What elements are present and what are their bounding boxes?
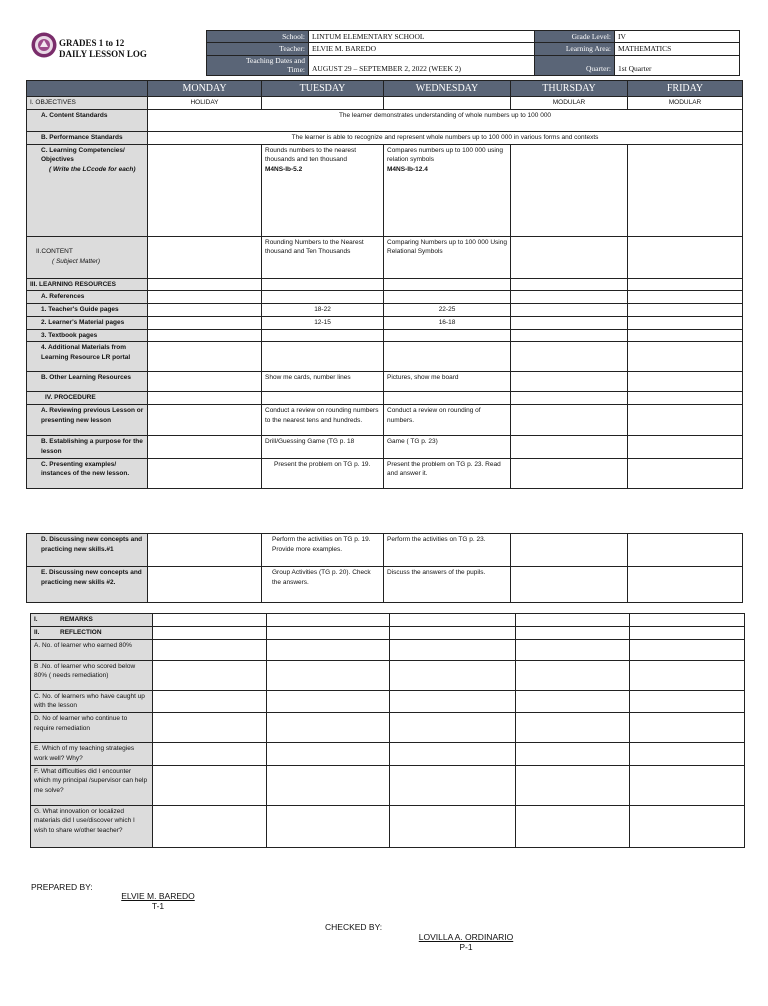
empty-cell (628, 342, 743, 372)
monday-content-cell (148, 236, 262, 278)
empty-cell (390, 765, 516, 805)
additional-materials-label: 4. Additional Materials from Learning Resource LR portal (27, 342, 148, 372)
empty-cell (267, 660, 390, 690)
empty-cell (390, 743, 516, 766)
empty-cell (390, 690, 516, 713)
empty-cell (628, 405, 743, 436)
remarks-label (31, 614, 153, 627)
reflection-item-d: D. No of learner who continue to require remediation (31, 713, 153, 743)
school-label: School: (207, 31, 309, 43)
monday-holiday: HOLIDAY (148, 97, 262, 110)
wednesday-competency-text: Compares numbers up to 100 000 using relation symbols (387, 146, 503, 164)
empty-cell (153, 805, 267, 847)
empty-cell (148, 342, 262, 372)
empty-cell (516, 626, 630, 639)
wednesday-lc-code: M4NS-Ib-12.4 (387, 166, 428, 173)
grade-level-label: Grade Level: (535, 31, 615, 43)
empty-cell (384, 329, 511, 342)
empty-cell (267, 690, 390, 713)
title-line-1: GRADES 1 to 12 (59, 38, 125, 48)
remarks-number: I. (34, 616, 38, 623)
empty-cell (148, 458, 262, 488)
discussing-concepts-2-label: E. Discussing new concepts and practicing new skills #2. (27, 567, 148, 603)
empty-cell (390, 614, 516, 627)
teachers-guide-label: 1. Teacher's Guide pages (27, 304, 148, 317)
empty-cell (630, 743, 745, 766)
empty-cell (148, 316, 262, 329)
content-note: ( Subject Matter) (52, 258, 101, 265)
quarter-value: 1st Quarter (615, 55, 740, 75)
empty-cell (148, 278, 262, 291)
empty-cell (267, 614, 390, 627)
empty-cell (384, 342, 511, 372)
learning-area-label: Learning Area: (535, 43, 615, 55)
empty-cell (153, 639, 267, 660)
wednesday-discussing-1: Perform the activities on TG p. 23. (384, 534, 511, 567)
friday-competency-cell (628, 144, 743, 236)
content-standards-value: The learner demonstrates understanding of whole numbers up to 100 000 (148, 109, 743, 131)
teacher-value: ELVIE M. BAREDO (309, 43, 535, 55)
empty-cell (511, 342, 628, 372)
empty-cell (390, 639, 516, 660)
wednesday-competency-cell (384, 144, 511, 236)
textbook-label: 3. Textbook pages (27, 329, 148, 342)
empty-cell (516, 660, 630, 690)
tuesday-lm-pages: 12-15 (262, 316, 384, 329)
empty-cell (153, 690, 267, 713)
empty-cell (630, 639, 745, 660)
empty-cell (511, 329, 628, 342)
performance-standards-value: The learner is able to recognize and represent whole numbers up to 100 000 in various forms and contexts (148, 131, 743, 144)
tuesday-tg-pages: 18-22 (262, 304, 384, 317)
empty-cell (511, 436, 628, 459)
tuesday-content: Rounding Numbers to the Nearest thousand and Ten Thousands (262, 236, 384, 278)
reflection-number: II. (34, 628, 40, 636)
empty-cell (511, 372, 628, 392)
empty-cell (511, 278, 628, 291)
empty-cell (148, 405, 262, 436)
empty-cell (511, 405, 628, 436)
empty-cell (262, 291, 384, 304)
deped-seal-logo (31, 32, 57, 58)
empty-cell (516, 805, 630, 847)
header-info-table (206, 30, 740, 76)
competencies-label: C. Learning Competencies/ Objectives (41, 146, 125, 164)
empty-cell (267, 713, 390, 743)
tuesday-other-resources: Show me cards, number lines (262, 372, 384, 392)
empty-cell (628, 372, 743, 392)
tuesday-lc-code: M4NS-Ib-5.2 (265, 166, 303, 173)
empty-cell (153, 660, 267, 690)
empty-cell (630, 713, 745, 743)
lesson-log-table (26, 80, 743, 489)
empty-cell (148, 372, 262, 392)
tuesday-purpose: Drill/Guessing Game (TG p. 18 (262, 436, 384, 459)
empty-cell (630, 614, 745, 627)
checked-by-label: CHECKED BY: (325, 922, 383, 932)
empty-cell (267, 765, 390, 805)
reflection-table (30, 613, 745, 848)
wednesday-purpose: Game ( TG p. 23) (384, 436, 511, 459)
day-header-wednesday: WEDNESDAY (384, 81, 511, 97)
reflection-text: REFLECTION (60, 628, 102, 636)
empty-cell (516, 743, 630, 766)
empty-cell (267, 743, 390, 766)
empty-cell (390, 660, 516, 690)
reflection-item-b: B .No. of learner who scored below 80% ( needs remediation) (31, 660, 153, 690)
empty-cell (262, 392, 384, 405)
tuesday-discussing-1: Perform the activities on TG p. 19. Provide more examples. (262, 534, 384, 567)
references-label: A. References (27, 291, 148, 304)
empty-cell (628, 329, 743, 342)
reflection-label (31, 626, 153, 639)
wednesday-other-resources: Pictures, show me board (384, 372, 511, 392)
empty-cell (628, 291, 743, 304)
tuesday-competency-text: Rounds numbers to the nearest thousands and ten thousand (265, 146, 357, 164)
content-label-cell (27, 236, 148, 278)
empty-cell (384, 392, 511, 405)
reflection-item-g: G. What innovation or localized materials did I use/discover which I wish to share w/other teacher? (31, 805, 153, 847)
empty-cell (148, 304, 262, 317)
empty-cell (628, 278, 743, 291)
tuesday-discussing-2: Group Activities (TG p. 20). Check the answers. (262, 567, 384, 603)
friday-modular: MODULAR (628, 97, 743, 110)
checker-title: P-1 (459, 941, 473, 952)
content-standards-label: A. Content Standards (27, 109, 148, 131)
empty-cell (153, 713, 267, 743)
empty-cell (628, 316, 743, 329)
empty-cell (516, 639, 630, 660)
title-line-2: DAILY LESSON LOG (59, 49, 147, 60)
document-title (59, 38, 147, 61)
prepared-by-label: PREPARED BY: (31, 882, 93, 892)
reflection-item-f: F. What difficulties did I encounter which my principal /supervisor can help me solve? (31, 765, 153, 805)
tuesday-objectives-cell (262, 97, 384, 110)
empty-cell (511, 392, 628, 405)
reflection-item-a: A. No. of learner who earned 80% (31, 639, 153, 660)
empty-cell (384, 278, 511, 291)
empty-cell (148, 534, 262, 567)
wednesday-discussing-2: Discuss the answers of the pupils. (384, 567, 511, 603)
empty-cell (148, 291, 262, 304)
presenting-examples-label: C. Presenting examples/ instances of the new lesson. (27, 458, 148, 488)
thursday-modular: MODULAR (511, 97, 628, 110)
empty-cell (384, 291, 511, 304)
empty-cell (628, 392, 743, 405)
wednesday-presenting: Present the problem on TG p. 23. Read and answer it. (384, 458, 511, 488)
empty-cell (267, 626, 390, 639)
empty-cell (267, 805, 390, 847)
wednesday-tg-pages: 22-25 (384, 304, 511, 317)
empty-cell (390, 713, 516, 743)
monday-competency-cell (148, 144, 262, 236)
empty-cell (153, 765, 267, 805)
empty-cell (516, 713, 630, 743)
empty-cell (148, 567, 262, 603)
thursday-competency-cell (511, 144, 628, 236)
discussing-concepts-1-label: D. Discussing new concepts and practicing new skills.#1 (27, 534, 148, 567)
objectives-label: I. OBJECTIVES (27, 97, 148, 110)
preparer-name: ELVIE M. BAREDO (121, 891, 195, 901)
quarter-label: Quarter: (535, 55, 615, 75)
empty-cell (516, 765, 630, 805)
reviewing-lesson-label: A. Reviewing previous Lesson or presenting new lesson (27, 405, 148, 436)
checker-name: LOVILLA A. ORDINARIO (418, 932, 514, 942)
friday-content-cell (628, 236, 743, 278)
learning-area-value: MATHEMATICS (615, 43, 740, 55)
empty-cell (511, 534, 628, 567)
empty-cell (511, 316, 628, 329)
wednesday-content: Comparing Numbers up to 100 000 Using Relational Symbols (384, 236, 511, 278)
wednesday-lm-pages: 16-18 (384, 316, 511, 329)
empty-cell (628, 436, 743, 459)
preparer-title: T-1 (151, 900, 165, 911)
empty-cell (630, 660, 745, 690)
empty-cell (511, 458, 628, 488)
empty-cell (630, 765, 745, 805)
empty-cell (628, 304, 743, 317)
empty-cell (148, 329, 262, 342)
preparer-block (110, 892, 206, 912)
wednesday-objectives-cell (384, 97, 511, 110)
day-header-tuesday: TUESDAY (262, 81, 384, 97)
empty-cell (262, 278, 384, 291)
empty-cell (628, 567, 743, 603)
day-header-monday: MONDAY (148, 81, 262, 97)
tuesday-competency-cell (262, 144, 384, 236)
checker-block (404, 933, 528, 953)
teacher-label: Teacher: (207, 43, 309, 55)
teaching-dates-label-line1: Teaching Dates and (245, 56, 305, 65)
teaching-dates-label (207, 55, 309, 75)
empty-cell (511, 304, 628, 317)
remarks-text: REMARKS (60, 616, 93, 623)
empty-cell (153, 743, 267, 766)
empty-cell (153, 614, 267, 627)
reflection-item-e: E. Which of my teaching strategies work well? Why? (31, 743, 153, 766)
empty-cell (628, 534, 743, 567)
lesson-log-continuation-table (26, 533, 743, 603)
learners-material-label: 2. Learner's Material pages (27, 316, 148, 329)
corner-cell (27, 81, 148, 97)
competencies-label-cell (27, 144, 148, 236)
empty-cell (390, 626, 516, 639)
empty-cell (630, 805, 745, 847)
competencies-note: ( Write the LCcode for each) (49, 166, 136, 173)
empty-cell (262, 342, 384, 372)
school-value: LINTUM ELEMENTARY SCHOOL (309, 31, 535, 43)
empty-cell (516, 690, 630, 713)
empty-cell (630, 690, 745, 713)
tuesday-review: Conduct a review on rounding numbers to the nearest tens and hundreds. (262, 405, 384, 436)
empty-cell (511, 567, 628, 603)
content-label: II.CONTENT (36, 248, 73, 256)
teaching-dates-value: AUGUST 29 – SEPTEMBER 2, 2022 (WEEK 2) (309, 55, 535, 75)
empty-cell (148, 392, 262, 405)
empty-cell (148, 436, 262, 459)
other-resources-label: B. Other Learning Resources (27, 372, 148, 392)
empty-cell (390, 805, 516, 847)
empty-cell (630, 626, 745, 639)
teaching-dates-label-line2: Time: (287, 65, 305, 74)
procedure-label: IV. PROCEDURE (27, 392, 148, 405)
performance-standards-label: B. Performance Standards (27, 131, 148, 144)
establishing-purpose-label: B. Establishing a purpose for the lesson (27, 436, 148, 459)
day-header-thursday: THURSDAY (511, 81, 628, 97)
tuesday-presenting: Present the problem on TG p. 19. (262, 458, 384, 488)
wednesday-review: Conduct a review on rounding of numbers. (384, 405, 511, 436)
empty-cell (262, 329, 384, 342)
empty-cell (511, 291, 628, 304)
grade-level-value: IV (615, 31, 740, 43)
reflection-item-c: C. No. of learners who have caught up with the lesson (31, 690, 153, 713)
empty-cell (153, 626, 267, 639)
day-header-friday: FRIDAY (628, 81, 743, 97)
empty-cell (267, 639, 390, 660)
thursday-content-cell (511, 236, 628, 278)
learning-resources-label: III. LEARNING RESOURCES (27, 278, 148, 291)
empty-cell (628, 458, 743, 488)
empty-cell (516, 614, 630, 627)
